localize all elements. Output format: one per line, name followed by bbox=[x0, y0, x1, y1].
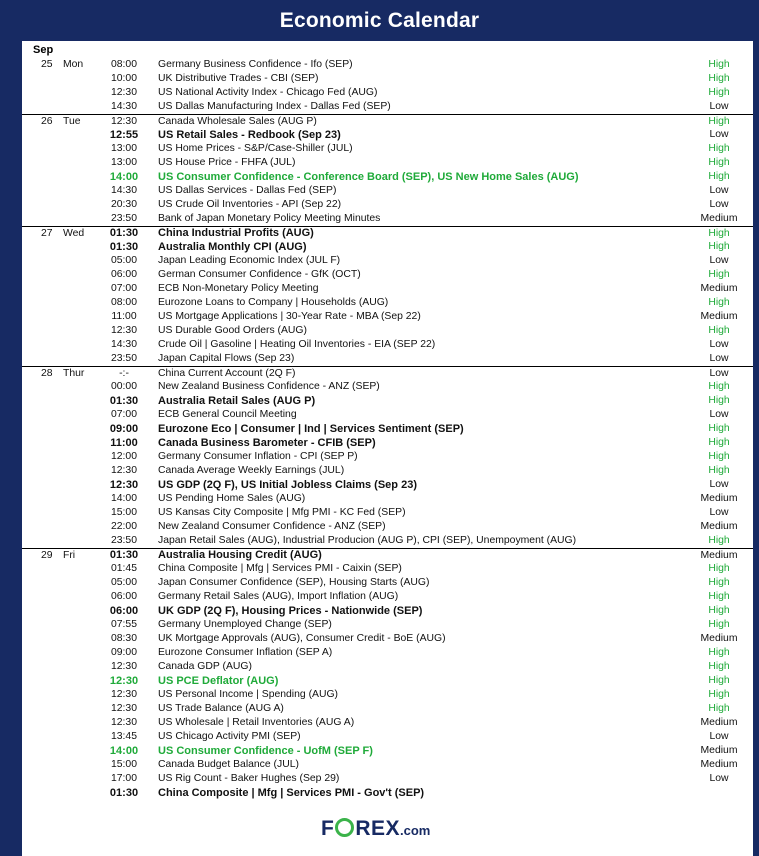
row-event: UK GDP (2Q F), Housing Prices - Nationwide (SEP) bbox=[158, 605, 423, 617]
row-day: 25 bbox=[41, 59, 53, 70]
row-event: Bank of Japan Monetary Policy Meeting Minutes bbox=[158, 213, 381, 224]
table-row bbox=[22, 58, 753, 72]
row-importance: Medium bbox=[700, 633, 738, 644]
row-event: US Dallas Manufacturing Index - Dallas Fed (SEP) bbox=[158, 101, 391, 112]
row-event: US PCE Deflator (AUG) bbox=[158, 675, 279, 687]
row-importance: Low bbox=[709, 339, 729, 350]
row-event: Eurozone Consumer Inflation (SEP A) bbox=[158, 647, 333, 658]
row-time: 01:45 bbox=[110, 563, 137, 574]
row-weekday: Wed bbox=[63, 228, 85, 239]
table-row bbox=[22, 212, 753, 226]
row-event: US Home Prices - S&P/Case-Shiller (JUL) bbox=[158, 143, 353, 154]
logo-ring-icon bbox=[335, 818, 354, 837]
row-event: Germany Retail Sales (AUG), Import Inflation (AUG) bbox=[158, 591, 399, 602]
row-time: 00:00 bbox=[110, 381, 137, 392]
row-day: 29 bbox=[41, 550, 53, 561]
row-time: 23:50 bbox=[110, 535, 137, 546]
table-row bbox=[22, 170, 753, 184]
table-row bbox=[22, 366, 753, 380]
table-row bbox=[22, 114, 753, 128]
row-event: Australia Retail Sales (AUG P) bbox=[158, 395, 316, 407]
row-importance: High bbox=[708, 59, 730, 70]
row-importance: Medium bbox=[700, 311, 738, 322]
row-time: 05:00 bbox=[110, 255, 137, 266]
row-event: Japan Leading Economic Index (JUL F) bbox=[158, 255, 341, 266]
row-event: Canada Average Weekly Earnings (JUL) bbox=[158, 465, 345, 476]
row-time: 12:30 bbox=[110, 87, 137, 98]
row-event: ECB Non-Monetary Policy Meeting bbox=[158, 283, 319, 294]
row-time: 15:00 bbox=[110, 759, 137, 770]
table-row bbox=[22, 744, 753, 758]
row-event: Eurozone Loans to Company | Households (AUG) bbox=[158, 297, 389, 308]
row-event: Eurozone Eco | Consumer | Ind | Services Sentiment (SEP) bbox=[158, 423, 464, 435]
row-importance: Medium bbox=[700, 213, 738, 224]
row-importance: Low bbox=[709, 101, 729, 112]
row-event: China Current Account (2Q F) bbox=[158, 368, 296, 379]
row-time: 14:30 bbox=[110, 185, 137, 196]
row-time: 22:00 bbox=[110, 521, 137, 532]
row-importance: Low bbox=[709, 479, 729, 490]
calendar-rows bbox=[22, 58, 753, 800]
row-event: UK Mortgage Approvals (AUG), Consumer Credit - BoE (AUG) bbox=[158, 633, 446, 644]
table-row bbox=[22, 786, 753, 800]
row-weekday: Fri bbox=[63, 550, 76, 561]
row-event: New Zealand Business Confidence - ANZ (SEP) bbox=[158, 381, 380, 392]
table-row bbox=[22, 772, 753, 786]
row-importance: Medium bbox=[700, 759, 738, 770]
row-event: New Zealand Consumer Confidence - ANZ (SEP) bbox=[158, 521, 386, 532]
row-event: US Personal Income | Spending (AUG) bbox=[158, 689, 338, 700]
row-importance: High bbox=[708, 577, 730, 588]
logo-text-left: F bbox=[321, 817, 335, 840]
logo-text-right: REX bbox=[355, 817, 401, 840]
row-importance: High bbox=[708, 563, 730, 574]
row-event: US Pending Home Sales (AUG) bbox=[158, 493, 306, 504]
row-weekday: Mon bbox=[63, 59, 84, 70]
row-time: 08:30 bbox=[110, 633, 137, 644]
row-event: US Dallas Services - Dallas Fed (SEP) bbox=[158, 185, 337, 196]
row-importance: High bbox=[708, 423, 730, 434]
table-row bbox=[22, 674, 753, 688]
row-importance: High bbox=[708, 228, 730, 239]
table-row bbox=[22, 156, 753, 170]
table-row bbox=[22, 590, 753, 604]
row-time: 06:00 bbox=[109, 605, 139, 617]
row-importance: High bbox=[708, 661, 730, 672]
row-event: US Chicago Activity PMI (SEP) bbox=[158, 731, 301, 742]
table-row bbox=[22, 730, 753, 744]
left-border-bar bbox=[0, 41, 22, 856]
row-day: 27 bbox=[41, 228, 53, 239]
row-time: 12:30 bbox=[110, 689, 137, 700]
table-row bbox=[22, 646, 753, 660]
row-event: Japan Consumer Confidence (SEP), Housing Starts (AUG) bbox=[158, 577, 430, 588]
row-importance: High bbox=[708, 465, 730, 476]
table-row bbox=[22, 324, 753, 338]
row-event: US Durable Good Orders (AUG) bbox=[158, 325, 307, 336]
row-importance: Low bbox=[709, 255, 729, 266]
row-event: US Wholesale | Retail Inventories (AUG A) bbox=[158, 717, 355, 728]
row-importance: High bbox=[708, 87, 730, 98]
table-row bbox=[22, 128, 753, 142]
row-importance: High bbox=[708, 689, 730, 700]
row-time: 07:55 bbox=[110, 619, 137, 630]
row-time: 11:00 bbox=[111, 311, 137, 322]
row-time: 01:30 bbox=[109, 227, 139, 239]
row-importance: Medium bbox=[700, 745, 738, 756]
table-row bbox=[22, 688, 753, 702]
table-row bbox=[22, 758, 753, 772]
row-importance: High bbox=[708, 619, 730, 630]
row-importance: Low bbox=[709, 409, 729, 420]
logo-suffix: .com bbox=[400, 823, 431, 838]
table-row bbox=[22, 352, 753, 366]
table-row bbox=[22, 548, 753, 562]
row-time: 12:00 bbox=[110, 451, 137, 462]
row-importance: High bbox=[708, 116, 730, 127]
row-event: US Rig Count - Baker Hughes (Sep 29) bbox=[158, 773, 340, 784]
row-time: 01:30 bbox=[109, 787, 139, 799]
row-time: 12:30 bbox=[110, 661, 137, 672]
row-event: Canada Budget Balance (JUL) bbox=[158, 759, 299, 770]
row-time: 07:00 bbox=[110, 409, 137, 420]
row-event: US Consumer Confidence - UofM (SEP F) bbox=[158, 745, 373, 757]
row-event: Germany Consumer Inflation - CPI (SEP P) bbox=[158, 451, 358, 462]
row-importance: Low bbox=[709, 731, 729, 742]
row-importance: High bbox=[708, 241, 730, 252]
row-time: 14:00 bbox=[109, 171, 139, 183]
table-row bbox=[22, 100, 753, 114]
row-event: China Composite | Mfg | Services PMI - Gov't (SEP) bbox=[158, 787, 425, 799]
row-importance: High bbox=[708, 325, 730, 336]
row-time: 23:50 bbox=[110, 213, 137, 224]
table-row bbox=[22, 338, 753, 352]
row-event: US House Price - FHFA (JUL) bbox=[158, 157, 296, 168]
row-importance: Low bbox=[709, 773, 729, 784]
row-time: 17:00 bbox=[110, 773, 137, 784]
row-time: 12:30 bbox=[110, 465, 137, 476]
row-event: China Industrial Profits (AUG) bbox=[158, 227, 314, 239]
row-time: 11:00 bbox=[110, 437, 138, 449]
row-importance: Medium bbox=[700, 717, 738, 728]
row-event: Canada Business Barometer - CFIB (SEP) bbox=[158, 437, 376, 449]
row-event: US Kansas City Composite | Mfg PMI - KC Fed (SEP) bbox=[158, 507, 406, 518]
row-time: 12:30 bbox=[110, 703, 137, 714]
row-importance: Low bbox=[709, 353, 729, 364]
table-row bbox=[22, 618, 753, 632]
row-event: Australia Monthly CPI (AUG) bbox=[158, 241, 307, 253]
row-importance: High bbox=[708, 451, 730, 462]
row-importance: High bbox=[708, 703, 730, 714]
table-row bbox=[22, 296, 753, 310]
table-row bbox=[22, 492, 753, 506]
table-row bbox=[22, 380, 753, 394]
row-importance: High bbox=[708, 73, 730, 84]
row-time: 08:00 bbox=[110, 59, 137, 70]
row-importance: High bbox=[708, 157, 730, 168]
calendar-table bbox=[22, 43, 753, 800]
forex-logo bbox=[321, 817, 430, 841]
row-time: 05:00 bbox=[110, 577, 137, 588]
row-time: 12:30 bbox=[109, 479, 139, 491]
row-importance: High bbox=[708, 675, 730, 686]
row-event: Canada Wholesale Sales (AUG P) bbox=[158, 116, 317, 127]
row-importance: High bbox=[708, 591, 730, 602]
table-row bbox=[22, 562, 753, 576]
row-importance: Medium bbox=[700, 283, 738, 294]
row-event: Japan Retail Sales (AUG), Industrial Producion (AUG P), CPI (SEP), Unempoyment (AUG) bbox=[158, 535, 577, 546]
right-border-bar bbox=[753, 41, 759, 856]
row-event: Canada GDP (AUG) bbox=[158, 661, 252, 672]
table-row bbox=[22, 408, 753, 422]
table-row bbox=[22, 632, 753, 646]
table-row bbox=[22, 506, 753, 520]
row-time: 12:30 bbox=[110, 325, 137, 336]
row-time: 12:30 bbox=[110, 116, 137, 127]
row-time: 14:30 bbox=[110, 339, 137, 350]
row-time: 20:30 bbox=[110, 199, 137, 210]
row-event: US Crude Oil Inventories - API (Sep 22) bbox=[158, 199, 342, 210]
row-time: 12:55 bbox=[109, 129, 139, 141]
row-importance: Low bbox=[709, 368, 729, 379]
table-row bbox=[22, 534, 753, 548]
table-row bbox=[22, 86, 753, 100]
table-row bbox=[22, 72, 753, 86]
row-time: 01:30 bbox=[109, 395, 139, 407]
row-event: US Trade Balance (AUG A) bbox=[158, 703, 284, 714]
row-importance: High bbox=[708, 269, 730, 280]
page-title: Economic Calendar bbox=[279, 9, 480, 32]
row-time: 06:00 bbox=[110, 269, 137, 280]
row-time: 09:00 bbox=[109, 423, 139, 435]
row-event: US Mortgage Applications | 30-Year Rate - MBA (Sep 22) bbox=[158, 311, 421, 322]
row-importance: High bbox=[708, 535, 730, 546]
row-importance: Medium bbox=[700, 550, 738, 561]
row-time: 12:30 bbox=[109, 675, 139, 687]
row-time: 13:00 bbox=[110, 143, 137, 154]
month-label: Sep bbox=[33, 44, 54, 56]
table-row bbox=[22, 226, 753, 240]
table-row bbox=[22, 576, 753, 590]
table-row bbox=[22, 254, 753, 268]
row-importance: High bbox=[708, 143, 730, 154]
table-row bbox=[22, 394, 753, 408]
table-row bbox=[22, 464, 753, 478]
row-day: 28 bbox=[41, 368, 53, 379]
row-time: 13:00 bbox=[110, 157, 137, 168]
row-event: Crude Oil | Gasoline | Heating Oil Inventories - EIA (SEP 22) bbox=[158, 339, 436, 350]
row-weekday: Thur bbox=[63, 368, 85, 379]
row-time: 23:50 bbox=[110, 353, 137, 364]
row-event: Australia Housing Credit (AUG) bbox=[158, 549, 322, 561]
table-row bbox=[22, 436, 753, 450]
row-event: China Composite | Mfg | Services PMI - Caixin (SEP) bbox=[158, 563, 402, 574]
row-time: -:- bbox=[119, 368, 129, 379]
row-time: 15:00 bbox=[110, 507, 137, 518]
row-time: 09:00 bbox=[110, 647, 137, 658]
row-event: US Retail Sales - Redbook (Sep 23) bbox=[158, 129, 341, 141]
row-time: 07:00 bbox=[110, 283, 137, 294]
row-importance: Low bbox=[709, 129, 729, 140]
table-row bbox=[22, 310, 753, 324]
row-event: US Consumer Confidence - Conference Board (SEP), US New Home Sales (AUG) bbox=[158, 171, 579, 183]
row-event: Germany Business Confidence - Ifo (SEP) bbox=[158, 59, 353, 70]
row-importance: Low bbox=[709, 507, 729, 518]
row-importance: High bbox=[708, 381, 730, 392]
row-importance: High bbox=[708, 605, 730, 616]
row-event: US National Activity Index - Chicago Fed (AUG) bbox=[158, 87, 378, 98]
table-row bbox=[22, 660, 753, 674]
row-time: 14:30 bbox=[110, 101, 137, 112]
row-time: 13:45 bbox=[110, 731, 137, 742]
row-importance: High bbox=[708, 437, 730, 448]
table-row bbox=[22, 520, 753, 534]
table-row bbox=[22, 478, 753, 492]
table-row bbox=[22, 142, 753, 156]
row-weekday: Tue bbox=[63, 116, 81, 127]
row-importance: High bbox=[708, 647, 730, 658]
row-event: Germany Unemployed Change (SEP) bbox=[158, 619, 332, 630]
row-event: UK Distributive Trades - CBI (SEP) bbox=[158, 73, 319, 84]
table-row bbox=[22, 716, 753, 730]
table-row bbox=[22, 702, 753, 716]
row-time: 14:00 bbox=[109, 745, 139, 757]
row-importance: High bbox=[708, 297, 730, 308]
table-row bbox=[22, 198, 753, 212]
table-row bbox=[22, 268, 753, 282]
row-time: 14:00 bbox=[110, 493, 137, 504]
row-time: 10:00 bbox=[110, 73, 137, 84]
row-time: 08:00 bbox=[110, 297, 137, 308]
row-importance: High bbox=[708, 395, 730, 406]
table-row bbox=[22, 422, 753, 436]
row-day: 26 bbox=[41, 116, 53, 127]
row-importance: Low bbox=[709, 199, 729, 210]
row-event: Japan Capital Flows (Sep 23) bbox=[158, 353, 295, 364]
table-row bbox=[22, 282, 753, 296]
row-event: ECB General Council Meeting bbox=[158, 409, 297, 420]
row-time: 06:00 bbox=[110, 591, 137, 602]
table-row bbox=[22, 604, 753, 618]
row-event: German Consumer Confidence - GfK (OCT) bbox=[158, 269, 361, 280]
row-time: 01:30 bbox=[109, 549, 139, 561]
table-row bbox=[22, 240, 753, 254]
row-event: US GDP (2Q F), US Initial Jobless Claims (Sep 23) bbox=[158, 479, 417, 491]
row-time: 12:30 bbox=[110, 717, 137, 728]
row-time: 01:30 bbox=[109, 241, 139, 253]
table-row bbox=[22, 184, 753, 198]
row-importance: Low bbox=[709, 185, 729, 196]
row-importance: High bbox=[708, 171, 730, 182]
table-row bbox=[22, 450, 753, 464]
row-importance: Medium bbox=[700, 521, 738, 532]
page-header bbox=[0, 0, 759, 41]
row-importance: Medium bbox=[700, 493, 738, 504]
